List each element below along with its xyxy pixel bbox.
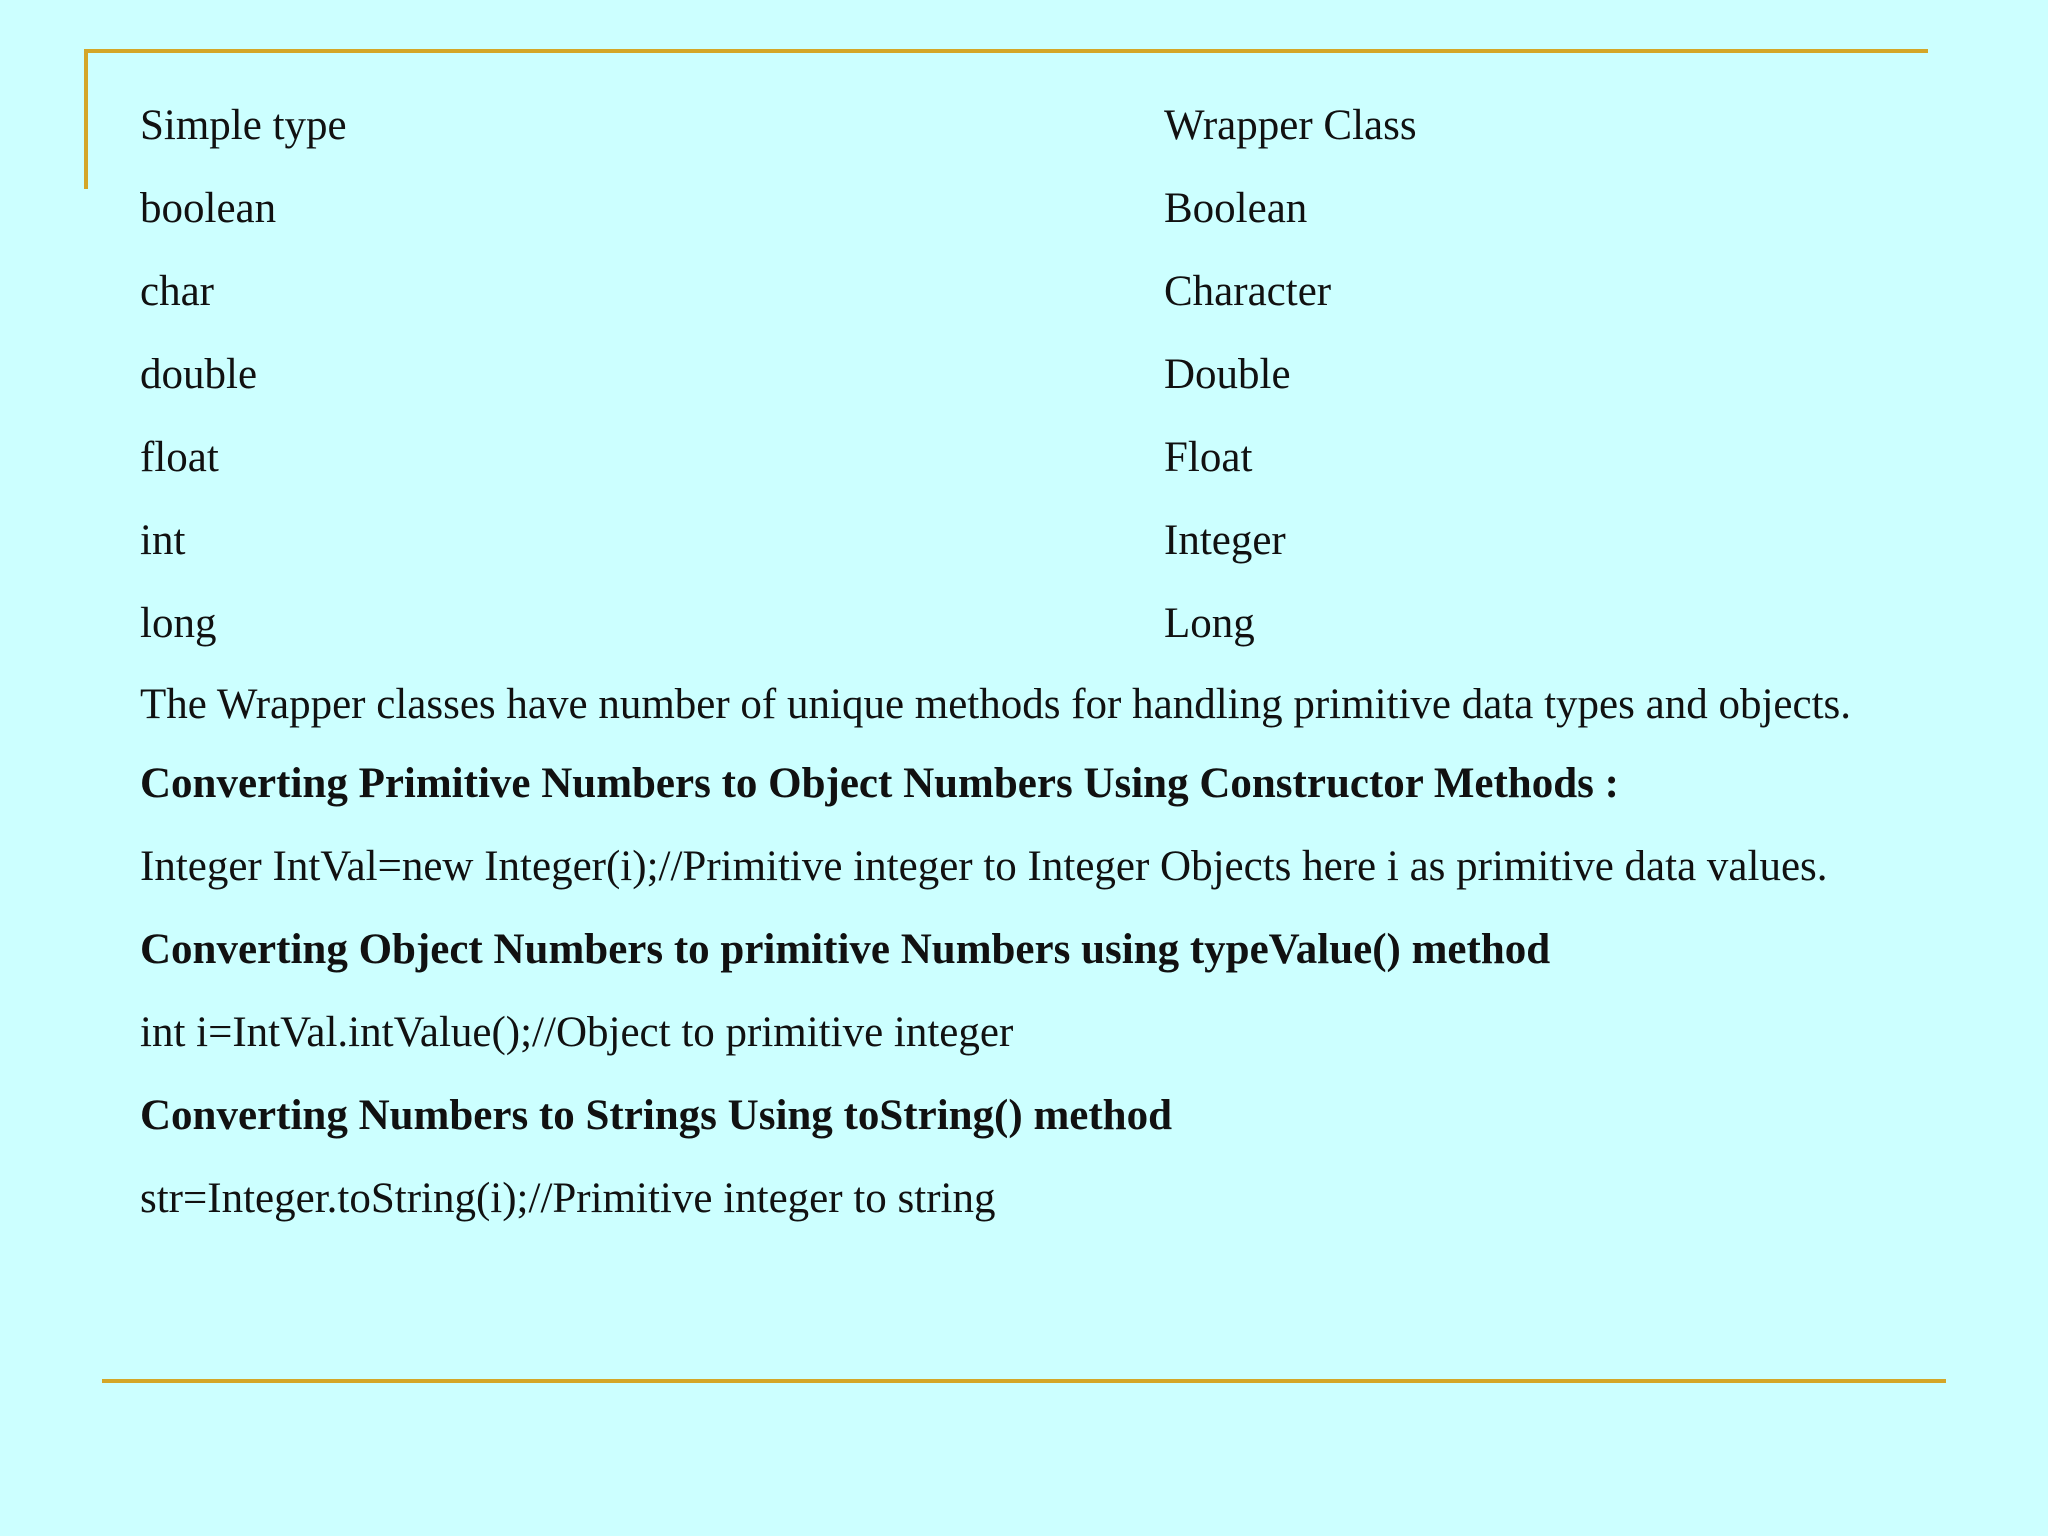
table-row bbox=[140, 179, 1940, 262]
wrapper-class-cell: Boolean bbox=[1164, 185, 1308, 232]
bottom-rule bbox=[102, 1379, 1946, 1383]
simple-type-cell: boolean bbox=[140, 185, 277, 232]
intro-paragraph: The Wrapper classes have number of unique methods for handling primitive data types and objects. bbox=[140, 681, 1852, 728]
section-heading: Converting Primitive Numbers to Object Numbers Using Constructor Methods : bbox=[140, 760, 1619, 807]
slide-content bbox=[140, 96, 1940, 1252]
wrapper-class-cell: Integer bbox=[1164, 517, 1286, 564]
simple-type-cell: float bbox=[140, 434, 219, 481]
wrapper-class-cell: Long bbox=[1164, 600, 1255, 647]
code-line: int i=IntVal.intValue();//Object to primitive integer bbox=[140, 1009, 1014, 1056]
table-header-row bbox=[140, 96, 1940, 179]
table-row bbox=[140, 428, 1940, 511]
wrapper-class-cell: Double bbox=[1164, 351, 1291, 398]
type-table bbox=[140, 96, 1940, 677]
code-line: Integer IntVal=new Integer(i);//Primitive integer to Integer Objects here i as primitive data values. bbox=[140, 843, 1828, 890]
wrapper-class-cell: Character bbox=[1164, 268, 1332, 315]
header-wrapper-class: Wrapper Class bbox=[1164, 102, 1417, 149]
section-heading: Converting Object Numbers to primitive Numbers using typeValue() method bbox=[140, 926, 1551, 973]
simple-type-cell: long bbox=[140, 600, 217, 647]
table-row bbox=[140, 511, 1940, 594]
top-rule bbox=[84, 49, 1928, 53]
simple-type-cell: char bbox=[140, 268, 214, 315]
table-row bbox=[140, 594, 1940, 677]
section-heading: Converting Numbers to Strings Using toString() method bbox=[140, 1092, 1172, 1139]
table-row bbox=[140, 345, 1940, 428]
simple-type-cell: double bbox=[140, 351, 258, 398]
simple-type-cell: int bbox=[140, 517, 186, 564]
wrapper-class-cell: Float bbox=[1164, 434, 1253, 481]
code-line: str=Integer.toString(i);//Primitive integer to string bbox=[140, 1175, 996, 1222]
left-rule bbox=[84, 49, 88, 189]
header-simple-type: Simple type bbox=[140, 102, 347, 149]
table-row bbox=[140, 262, 1940, 345]
